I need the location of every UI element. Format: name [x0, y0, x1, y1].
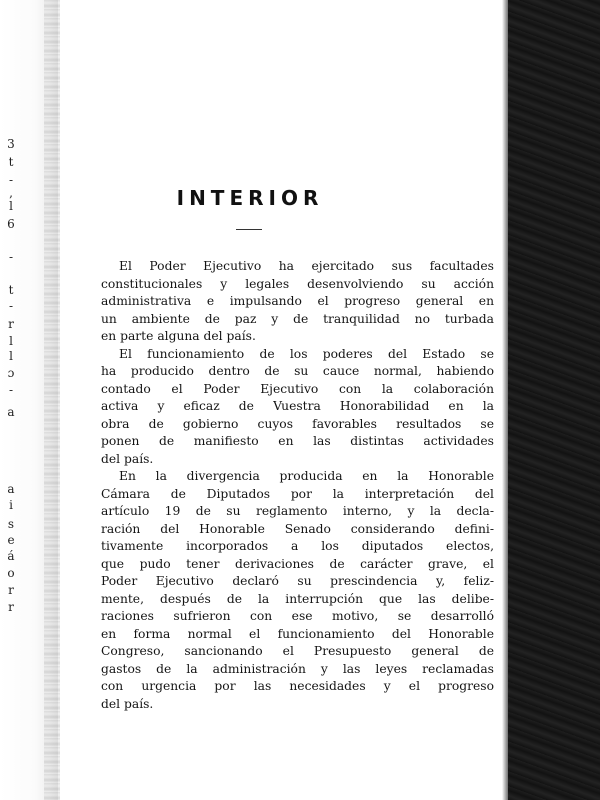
- text-line: en forma normal el funcionamiento del Honorable: [101, 626, 494, 641]
- text-line: un ambiente de paz y de tranquilidad no turbada: [101, 311, 494, 326]
- gutter-letter: r: [8, 317, 14, 331]
- page-title: INTERIOR: [176, 186, 324, 210]
- text-line: en parte alguna del país.: [101, 329, 256, 343]
- text-line: ponen de manifiesto en las distintas actividades: [101, 434, 494, 448]
- text-line: constitucionales y legales desenvolviendo su acción: [101, 276, 494, 291]
- gutter-letter: 6: [7, 217, 15, 231]
- text-line: El funcionamiento de los poderes del Estado se: [119, 346, 494, 361]
- gutter-letter: e: [7, 533, 15, 547]
- gutter-shadow: [44, 0, 60, 800]
- gutter-letter: -: [8, 173, 14, 187]
- gutter-letter: o: [7, 566, 15, 580]
- paragraph: [101, 468, 494, 713]
- text-line: administrativa e impulsando el progreso general en: [101, 294, 494, 308]
- gutter-letter: r: [8, 600, 14, 614]
- text-line: activa y eficaz de Vuestra Honorabilidad en la: [101, 399, 494, 413]
- text-line: Cámara de Diputados por la interpretación del: [101, 486, 494, 501]
- title-rule: [236, 229, 262, 230]
- paragraph: [101, 258, 494, 346]
- text-line: gastos de la administración y las leyes reclamadas: [101, 661, 494, 676]
- gutter-letter: a: [7, 482, 15, 496]
- text-line: Congreso, sancionando el Presupuesto general de: [101, 644, 494, 658]
- gutter-letter: á: [7, 549, 15, 563]
- text-line: con urgencia por las necesidades y el progreso: [101, 679, 494, 693]
- gutter-letter: a: [7, 405, 15, 419]
- gutter-letter: -: [8, 383, 14, 397]
- gutter-letter: l: [9, 349, 13, 363]
- text-line: ha producido dentro de su cauce normal, habiendo: [101, 364, 494, 378]
- text-line: En la divergencia producida en la Honorable: [119, 469, 494, 483]
- gutter-letter: s: [7, 517, 15, 531]
- gutter-letter: l: [9, 199, 13, 213]
- gutter-letter: t: [8, 283, 14, 297]
- gutter-letter: l: [9, 334, 13, 348]
- body-text: [101, 258, 494, 713]
- text-line: obra de gobierno cuyos favorables resultados se: [101, 416, 494, 431]
- text-line: ración del Honorable Senado considerando defini-: [101, 521, 494, 536]
- text-line: del país.: [101, 451, 154, 466]
- gutter-letter: -: [8, 299, 14, 313]
- text-line: raciones sufrieron con ese motivo, se desarrolló: [101, 609, 494, 623]
- text-line: del país.: [101, 696, 154, 711]
- gutter-letter: ,: [9, 186, 13, 200]
- gutter-letter: ɔ: [7, 366, 15, 380]
- scan-dark-border: [508, 0, 600, 800]
- text-line: tivamente incorporados a los diputados electos,: [101, 539, 494, 553]
- text-line: El Poder Ejecutivo ha ejercitado sus facultades: [119, 259, 494, 273]
- gutter-letter: t: [8, 155, 14, 169]
- gutter-letter: i: [9, 498, 13, 512]
- text-line: artículo 19 de su reglamento interno, y la decla-: [101, 504, 494, 518]
- gutter-letter: r: [8, 583, 14, 597]
- text-line: que pudo tener derivaciones de carácter grave, el: [101, 556, 494, 571]
- gutter-letter: -: [8, 250, 14, 264]
- paragraph: [101, 346, 494, 469]
- text-line: mente, después de la interrupción que las delibe-: [101, 591, 494, 606]
- text-line: contado el Poder Ejecutivo con la colaboración: [101, 381, 494, 396]
- text-line: Poder Ejecutivo declaró su prescindencia y, feliz-: [101, 574, 494, 588]
- gutter-letter: 3: [7, 137, 15, 151]
